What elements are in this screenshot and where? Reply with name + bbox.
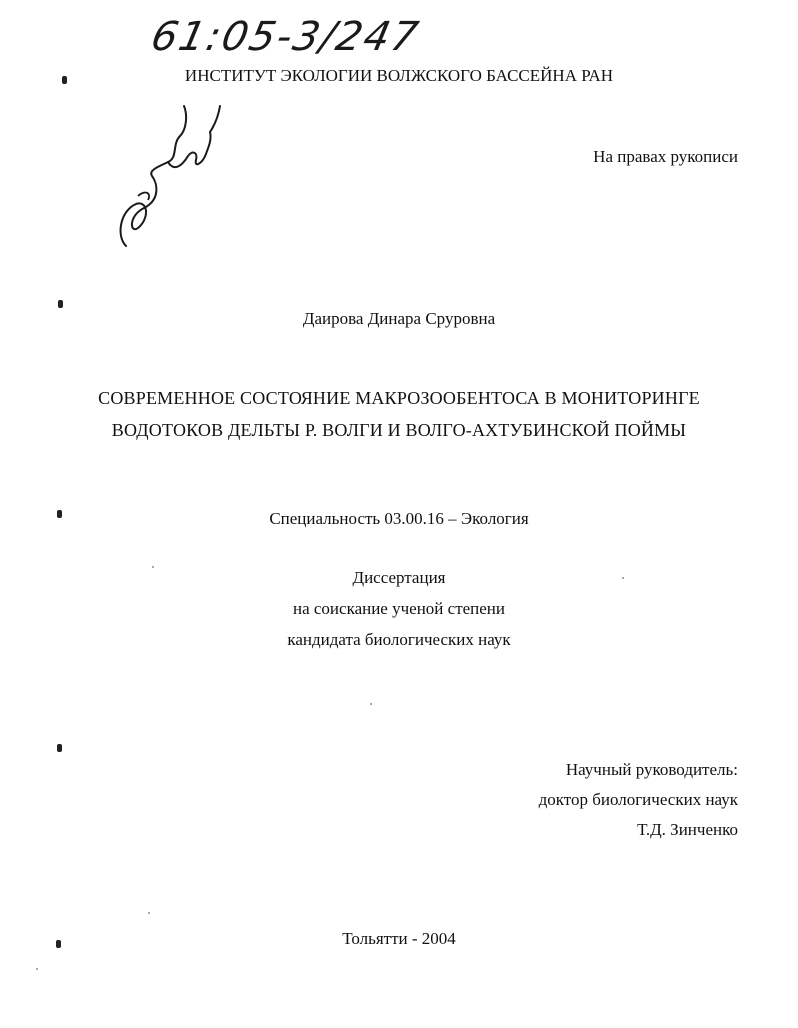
degree-line-1: Диссертация [352, 568, 446, 587]
scan-dust [370, 703, 372, 705]
scan-dust [36, 968, 38, 970]
binding-mark [58, 300, 63, 308]
author-name: Даирова Динара Сруровна [302, 309, 496, 328]
signature-icon [108, 96, 238, 256]
scan-dust [148, 912, 150, 914]
binding-mark [57, 744, 62, 752]
dissertation-title-line-1: СОВРЕМЕННОЕ СОСТОЯНИЕ МАКРОЗООБЕНТОСА В МОНИТОРИНГЕ [98, 388, 700, 408]
dissertation-title-line-2: ВОДОТОКОВ ДЕЛЬТЫ Р. ВОЛГИ И ВОЛГО-АХТУБИНСКОЙ ПОЙМЫ [111, 420, 687, 440]
institution-name: ИНСТИТУТ ЭКОЛОГИИ ВОЛЖСКОГО БАССЕЙНА РАН [184, 66, 614, 85]
rights-note: На правах рукописи [593, 147, 738, 166]
supervisor-label: Научный руководитель: [565, 760, 738, 779]
degree-line-3: кандидата биологических наук [287, 630, 511, 649]
supervisor-degree: доктор биологических наук [538, 790, 738, 809]
place-and-year: Тольятти - 2004 [342, 929, 456, 948]
specialty: Специальность 03.00.16 – Экология [269, 509, 529, 528]
supervisor-name: Т.Д. Зинченко [637, 820, 738, 839]
degree-line-2: на соискание ученой степени [292, 599, 506, 618]
handwritten-archive-code: 61:05-3/247 [147, 14, 424, 60]
